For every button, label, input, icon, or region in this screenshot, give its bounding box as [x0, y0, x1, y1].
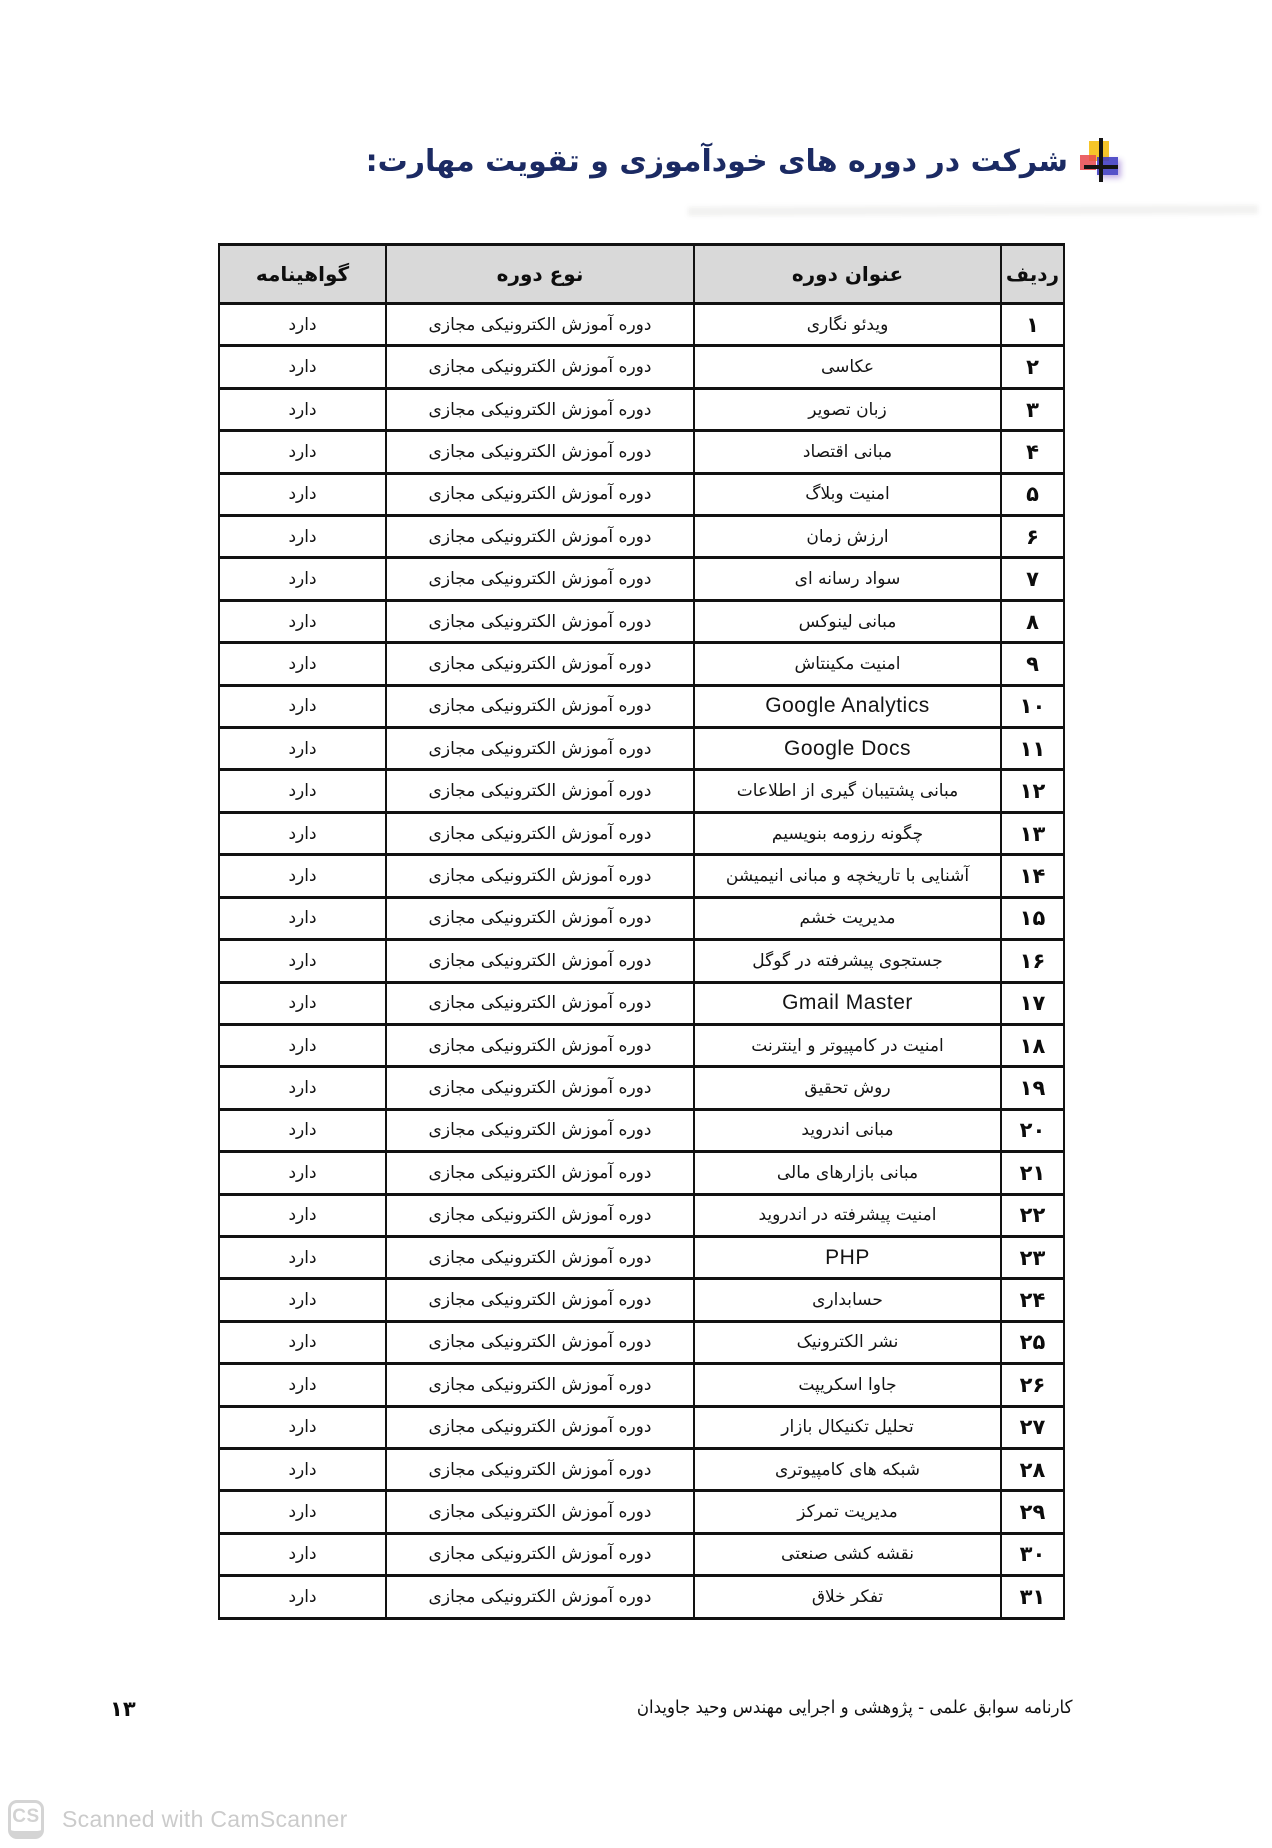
table-row	[219, 770, 1064, 812]
course-type-cell: دوره آموزش الکترونیکی مجازی	[386, 1448, 694, 1490]
table-row	[219, 1152, 1064, 1194]
course-type-cell: دوره آموزش الکترونیکی مجازی	[386, 473, 694, 515]
certificate-cell: دارد	[219, 1448, 386, 1490]
page-title: شرکت در دوره های خودآموزی و تقویت مهارت:	[365, 143, 1068, 179]
header-row	[219, 245, 1064, 304]
table-row	[219, 1194, 1064, 1236]
certificate-cell: دارد	[219, 1109, 386, 1151]
row-number-cell: ۲	[1001, 346, 1064, 388]
certificate-cell: دارد	[219, 728, 386, 770]
course-title-cell: حسابداری	[694, 1279, 1001, 1321]
course-type-cell: دوره آموزش الکترونیکی مجازی	[386, 770, 694, 812]
course-table-body	[219, 304, 1064, 1619]
course-type-cell: دوره آموزش الکترونیکی مجازی	[386, 1024, 694, 1066]
camscanner-label: Scanned with CamScanner	[62, 1806, 348, 1832]
table-row	[219, 1364, 1064, 1406]
certificate-cell: دارد	[219, 1024, 386, 1066]
row-number-cell: ۲۸	[1001, 1448, 1064, 1490]
certificate-cell: دارد	[219, 1533, 386, 1575]
certificate-cell: دارد	[219, 1321, 386, 1363]
course-type-cell: دوره آموزش الکترونیکی مجازی	[386, 1491, 694, 1533]
certificate-cell: دارد	[219, 516, 386, 558]
row-number-cell: ۳۱	[1001, 1576, 1064, 1619]
table-row	[219, 1576, 1064, 1619]
table-row	[219, 346, 1064, 388]
course-title-cell: امنیت وبلاگ	[694, 473, 1001, 515]
certificate-cell: دارد	[219, 1576, 386, 1619]
certificate-cell: دارد	[219, 473, 386, 515]
table-row	[219, 1279, 1064, 1321]
course-type-cell: دوره آموزش الکترونیکی مجازی	[386, 940, 694, 982]
table-row	[219, 558, 1064, 600]
header-course-title: عنوان دوره	[694, 245, 1001, 304]
section-title-row	[366, 138, 1120, 184]
course-title-cell: Gmail Master	[694, 982, 1001, 1024]
course-title-cell: جستجوی پیشرفته در گوگل	[694, 940, 1001, 982]
footer-document-title: کارنامه سوابق علمی - پژوهشی و اجرایی مهندس وحید جاویدان	[636, 1697, 1072, 1718]
row-number-cell: ۳۰	[1001, 1533, 1064, 1575]
course-title-cell: ارزش زمان	[694, 516, 1001, 558]
scan-artifact	[688, 205, 1258, 216]
course-type-cell: دوره آموزش الکترونیکی مجازی	[386, 304, 694, 346]
row-number-cell: ۲۷	[1001, 1406, 1064, 1448]
page-number: ۱۳	[110, 1697, 136, 1721]
course-title-cell: چگونه رزومه بنویسیم	[694, 812, 1001, 854]
course-type-cell: دوره آموزش الکترونیکی مجازی	[386, 600, 694, 642]
course-type-cell: دوره آموزش الکترونیکی مجازی	[386, 1109, 694, 1151]
certificate-cell: دارد	[219, 643, 386, 685]
certificate-cell: دارد	[219, 346, 386, 388]
certificate-cell: دارد	[219, 685, 386, 727]
table-row	[219, 1024, 1064, 1066]
footer	[0, 1697, 1272, 1731]
table-row	[219, 1533, 1064, 1575]
certificate-cell: دارد	[219, 940, 386, 982]
table-row	[219, 388, 1064, 430]
course-title-cell: امنیت مکینتاش	[694, 643, 1001, 685]
table-row	[219, 643, 1064, 685]
row-number-cell: ۱۰	[1001, 685, 1064, 727]
course-title-cell: Google Docs	[694, 728, 1001, 770]
certificate-cell: دارد	[219, 1364, 386, 1406]
course-type-cell: دوره آموزش الکترونیکی مجازی	[386, 346, 694, 388]
row-number-cell: ۲۱	[1001, 1152, 1064, 1194]
course-type-cell: دوره آموزش الکترونیکی مجازی	[386, 897, 694, 939]
certificate-cell: دارد	[219, 1067, 386, 1109]
course-type-cell: دوره آموزش الکترونیکی مجازی	[386, 812, 694, 854]
course-title-cell: مبانی بازارهای مالی	[694, 1152, 1001, 1194]
course-type-cell: دوره آموزش الکترونیکی مجازی	[386, 558, 694, 600]
row-number-cell: ۳	[1001, 388, 1064, 430]
row-number-cell: ۶	[1001, 516, 1064, 558]
table-row	[219, 855, 1064, 897]
bullet-cross-vertical	[1099, 138, 1103, 182]
table-row	[219, 728, 1064, 770]
table-row	[219, 812, 1064, 854]
certificate-cell: دارد	[219, 855, 386, 897]
row-number-cell: ۱۱	[1001, 728, 1064, 770]
table-row	[219, 431, 1064, 473]
table-row	[219, 473, 1064, 515]
bullet-cross-horizontal	[1084, 165, 1118, 169]
course-type-cell: دوره آموزش الکترونیکی مجازی	[386, 855, 694, 897]
certificate-cell: دارد	[219, 558, 386, 600]
table-row	[219, 897, 1064, 939]
course-title-cell: امنیت پیشرفته در اندروید	[694, 1194, 1001, 1236]
course-type-cell: دوره آموزش الکترونیکی مجازی	[386, 1576, 694, 1619]
course-title-cell: زبان تصویر	[694, 388, 1001, 430]
course-type-cell: دوره آموزش الکترونیکی مجازی	[386, 388, 694, 430]
course-title-cell: آشنایی با تاریخچه و مبانی انیمیشن	[694, 855, 1001, 897]
row-number-cell: ۲۹	[1001, 1491, 1064, 1533]
table-row	[219, 600, 1064, 642]
course-table	[218, 243, 1065, 1620]
course-title-cell: نشر الکترونیک	[694, 1321, 1001, 1363]
row-number-cell: ۹	[1001, 643, 1064, 685]
row-number-cell: ۲۲	[1001, 1194, 1064, 1236]
row-number-cell: ۲۰	[1001, 1109, 1064, 1151]
camscanner-logo-icon: CS	[8, 1800, 44, 1839]
course-type-cell: دوره آموزش الکترونیکی مجازی	[386, 1067, 694, 1109]
certificate-cell: دارد	[219, 770, 386, 812]
course-type-cell: دوره آموزش الکترونیکی مجازی	[386, 1279, 694, 1321]
course-type-cell: دوره آموزش الکترونیکی مجازی	[386, 728, 694, 770]
row-number-cell: ۱	[1001, 304, 1064, 346]
course-type-cell: دوره آموزش الکترونیکی مجازی	[386, 1152, 694, 1194]
course-type-cell: دوره آموزش الکترونیکی مجازی	[386, 1406, 694, 1448]
course-title-cell: مدیریت تمرکز	[694, 1491, 1001, 1533]
row-number-cell: ۱۹	[1001, 1067, 1064, 1109]
certificate-cell: دارد	[219, 1491, 386, 1533]
colored-cross-bullet-icon	[1080, 138, 1120, 184]
row-number-cell: ۲۵	[1001, 1321, 1064, 1363]
course-type-cell: دوره آموزش الکترونیکی مجازی	[386, 1533, 694, 1575]
table-row	[219, 940, 1064, 982]
course-title-cell: مدیریت خشم	[694, 897, 1001, 939]
camscanner-watermark	[8, 1800, 348, 1839]
row-number-cell: ۴	[1001, 431, 1064, 473]
certificate-cell: دارد	[219, 897, 386, 939]
course-title-cell: نقشه کشی صنعتی	[694, 1533, 1001, 1575]
certificate-cell: دارد	[219, 600, 386, 642]
row-number-cell: ۲۶	[1001, 1364, 1064, 1406]
table-row	[219, 685, 1064, 727]
course-type-cell: دوره آموزش الکترونیکی مجازی	[386, 1321, 694, 1363]
course-title-cell: شبکه های کامپیوتری	[694, 1448, 1001, 1490]
table-row	[219, 1236, 1064, 1278]
certificate-cell: دارد	[219, 1279, 386, 1321]
table-row	[219, 1067, 1064, 1109]
course-title-cell: ویدئو نگاری	[694, 304, 1001, 346]
course-title-cell: عکاسی	[694, 346, 1001, 388]
course-title-cell: Google Analytics	[694, 685, 1001, 727]
certificate-cell: دارد	[219, 1152, 386, 1194]
row-number-cell: ۱۶	[1001, 940, 1064, 982]
course-title-cell: مبانی پشتیبان گیری از اطلاعات	[694, 770, 1001, 812]
course-title-cell: مبانی اندروید	[694, 1109, 1001, 1151]
table-row	[219, 304, 1064, 346]
table-row	[219, 516, 1064, 558]
header-certificate: گواهینامه	[219, 245, 386, 304]
course-title-cell: مبانی لینوکس	[694, 600, 1001, 642]
row-number-cell: ۱۵	[1001, 897, 1064, 939]
header-row-number: ردیف	[1001, 245, 1064, 304]
row-number-cell: ۵	[1001, 473, 1064, 515]
course-title-cell: تفکر خلاق	[694, 1576, 1001, 1619]
certificate-cell: دارد	[219, 812, 386, 854]
course-type-cell: دوره آموزش الکترونیکی مجازی	[386, 643, 694, 685]
table-row	[219, 1491, 1064, 1533]
course-title-cell: مبانی اقتصاد	[694, 431, 1001, 473]
row-number-cell: ۱۳	[1001, 812, 1064, 854]
row-number-cell: ۲۳	[1001, 1236, 1064, 1278]
course-type-cell: دوره آموزش الکترونیکی مجازی	[386, 685, 694, 727]
certificate-cell: دارد	[219, 1406, 386, 1448]
course-type-cell: دوره آموزش الکترونیکی مجازی	[386, 1364, 694, 1406]
row-number-cell: ۲۴	[1001, 1279, 1064, 1321]
certificate-cell: دارد	[219, 304, 386, 346]
row-number-cell: ۱۲	[1001, 770, 1064, 812]
course-title-cell: جاوا اسکریپت	[694, 1364, 1001, 1406]
table-row	[219, 1109, 1064, 1151]
course-title-cell: روش تحقیق	[694, 1067, 1001, 1109]
certificate-cell: دارد	[219, 1236, 386, 1278]
course-type-cell: دوره آموزش الکترونیکی مجازی	[386, 516, 694, 558]
certificate-cell: دارد	[219, 388, 386, 430]
table-row	[219, 1406, 1064, 1448]
certificate-cell: دارد	[219, 431, 386, 473]
certificate-cell: دارد	[219, 982, 386, 1024]
table-row	[219, 1321, 1064, 1363]
row-number-cell: ۱۷	[1001, 982, 1064, 1024]
course-title-cell: تحلیل تکنیکال بازار	[694, 1406, 1001, 1448]
course-title-cell: امنیت در کامپیوتر و اینترنت	[694, 1024, 1001, 1066]
course-title-cell: سواد رسانه ای	[694, 558, 1001, 600]
table-row	[219, 982, 1064, 1024]
course-type-cell: دوره آموزش الکترونیکی مجازی	[386, 982, 694, 1024]
course-type-cell: دوره آموزش الکترونیکی مجازی	[386, 431, 694, 473]
header-course-type: نوع دوره	[386, 245, 694, 304]
course-type-cell: دوره آموزش الکترونیکی مجازی	[386, 1236, 694, 1278]
row-number-cell: ۷	[1001, 558, 1064, 600]
row-number-cell: ۱۸	[1001, 1024, 1064, 1066]
course-table-header	[219, 245, 1064, 304]
course-title-cell: PHP	[694, 1236, 1001, 1278]
table-row	[219, 1448, 1064, 1490]
certificate-cell: دارد	[219, 1194, 386, 1236]
row-number-cell: ۱۴	[1001, 855, 1064, 897]
row-number-cell: ۸	[1001, 600, 1064, 642]
course-type-cell: دوره آموزش الکترونیکی مجازی	[386, 1194, 694, 1236]
